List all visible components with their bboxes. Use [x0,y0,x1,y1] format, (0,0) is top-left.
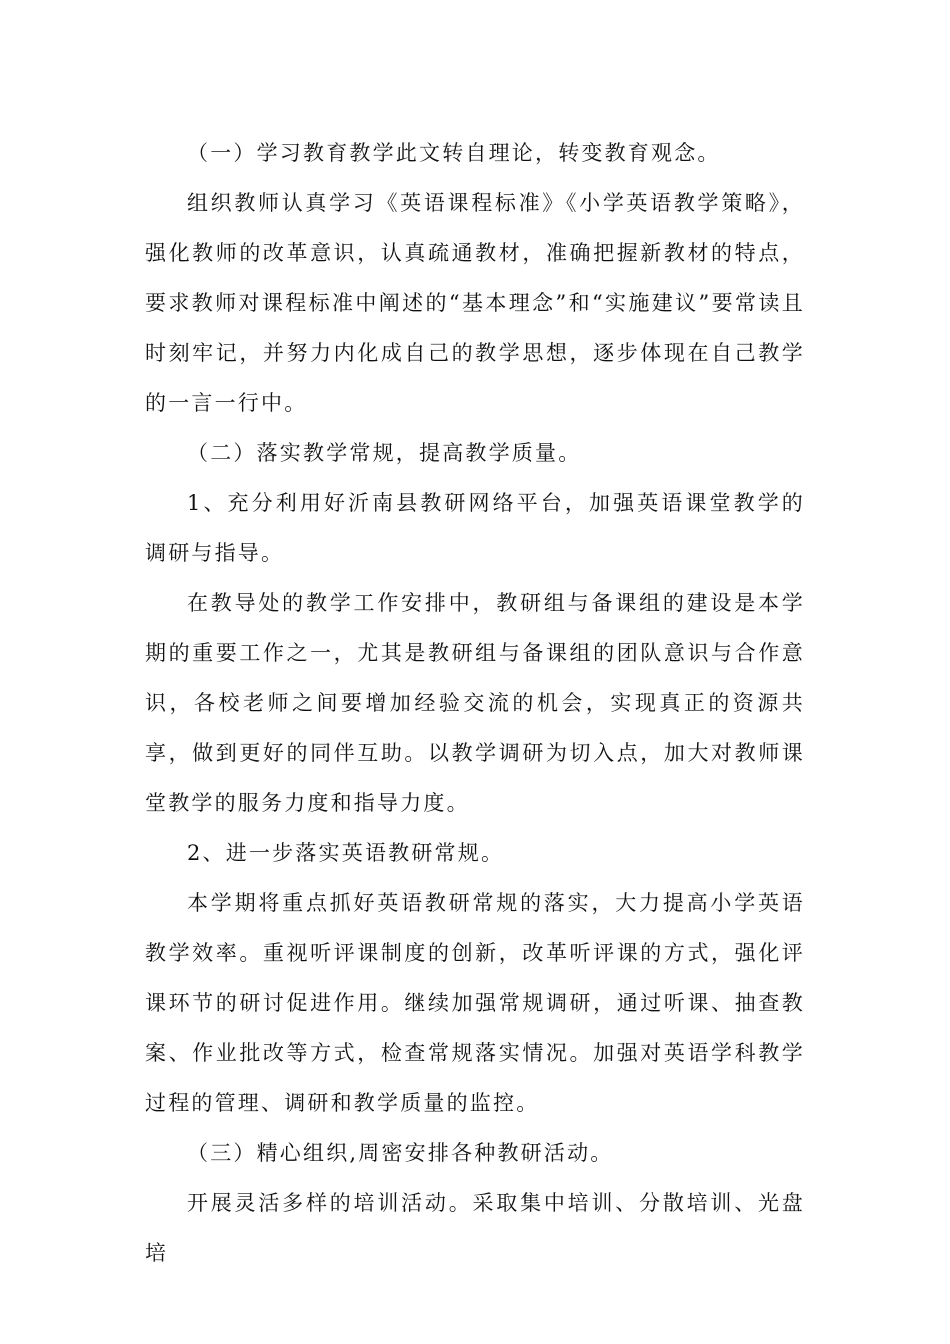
section-heading-3: （三）精心组织,周密安排各种教研活动。 [187,1141,614,1165]
paragraph-teaching-arrangement: 在教导处的教学工作安排中，教研组与备课组的建设是本学期的重要工作之一，尤其是教研组与备课组的团队意识与合作意识，各校老师之间要增加经验交流的机会，实现真正的资源共享，做到更好的同伴互助。以教学调研为切入点，加大对教师课堂教学的服务力度和指导力度。 [145,591,805,815]
document-body [145,128,805,1278]
paragraph-research-routine: 本学期将重点抓好英语教研常规的落实，大力提高小学英语教学效率。重视听评课制度的创新，改革听评课的方式，强化评课环节的研讨促进作用。继续加强常规调研，通过听课、抽查教案、作业批改等方式，检查常规落实情况。加强对英语学科教学过程的管理、调研和教学质量的监控。 [145,891,805,1115]
paragraph-study-standards: 组织教师认真学习《英语课程标准》《小学英语教学策略》，强化教师的改革意识，认真疏通教材，准确把握新教材的特点，要求教师对课程标准中阐述的“基本理念”和“实施建议”要常读且时刻牢记，并努力内化成自己的教学思想，逐步体现在自己教学的一言一行中。 [145,191,805,415]
paragraph-training-activities: 开展灵活多样的培训活动。采取集中培训、分散培训、光盘培 [145,1191,805,1265]
section-heading-2: （二）落实教学常规，提高教学质量。 [187,441,582,465]
section-heading-1: （一）学习教育教学此文转自理论，转变教育观念。 [187,141,721,165]
paragraph-item-1: 1、充分利用好沂南县教研网络平台，加强英语课堂教学的调研与指导。 [145,491,805,565]
paragraph-item-2: 2、进一步落实英语教研常规。 [187,841,505,865]
